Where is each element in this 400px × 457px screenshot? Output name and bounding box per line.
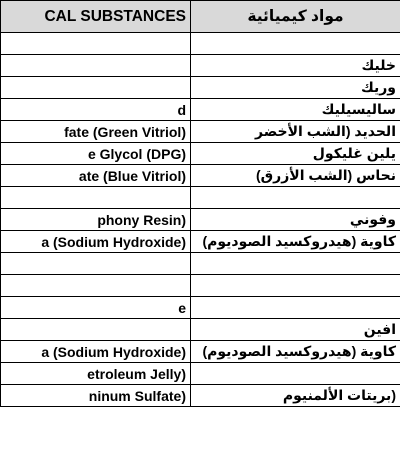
arabic-cell[interactable]	[191, 363, 400, 385]
english-cell[interactable]	[1, 319, 191, 341]
table-row	[1, 121, 400, 143]
table-row	[1, 297, 400, 319]
table-row	[1, 165, 400, 187]
table-body	[1, 33, 400, 407]
english-cell[interactable]	[1, 253, 191, 275]
table-row	[1, 231, 400, 253]
arabic-cell[interactable]	[191, 187, 400, 209]
english-cell[interactable]	[1, 275, 191, 297]
table-row	[1, 275, 400, 297]
table-row	[1, 55, 400, 77]
table-row	[1, 99, 400, 121]
table-row	[1, 319, 400, 341]
arabic-cell[interactable]: نحاس (الشب الأزرق)	[191, 165, 400, 187]
header-row	[1, 1, 400, 33]
english-cell[interactable]: a (Sodium Hydroxide)	[1, 341, 191, 363]
table-row	[1, 341, 400, 363]
english-cell[interactable]: d	[1, 99, 191, 121]
table-row	[1, 33, 400, 55]
table-row	[1, 77, 400, 99]
arabic-cell[interactable]: كاوية (هيدروكسيد الصوديوم)	[191, 231, 400, 253]
arabic-cell[interactable]: كاوية (هيدروكسيد الصوديوم)	[191, 341, 400, 363]
table-row	[1, 253, 400, 275]
table-row	[1, 209, 400, 231]
arabic-cell[interactable]	[191, 253, 400, 275]
arabic-cell[interactable]: يلين غليكول	[191, 143, 400, 165]
header-arabic: مواد كيميائية	[191, 1, 400, 33]
english-cell[interactable]: fate (Green Vitriol)	[1, 121, 191, 143]
table-row	[1, 143, 400, 165]
english-cell[interactable]	[1, 33, 191, 55]
arabic-cell[interactable]: خليك	[191, 55, 400, 77]
arabic-cell[interactable]: وريك	[191, 77, 400, 99]
arabic-cell[interactable]	[191, 33, 400, 55]
english-cell[interactable]: e Glycol (DPG)	[1, 143, 191, 165]
english-cell[interactable]	[1, 55, 191, 77]
english-cell[interactable]: phony Resin)	[1, 209, 191, 231]
header-english: CAL SUBSTANCES	[1, 1, 191, 33]
arabic-cell[interactable]: افين	[191, 319, 400, 341]
arabic-cell[interactable]: بريتات الألمنيوم)	[191, 385, 400, 407]
arabic-cell[interactable]: وفوني	[191, 209, 400, 231]
arabic-cell[interactable]	[191, 297, 400, 319]
arabic-cell[interactable]: ساليسيليك	[191, 99, 400, 121]
arabic-cell[interactable]	[191, 275, 400, 297]
english-cell[interactable]: ninum Sulfate)	[1, 385, 191, 407]
table-row	[1, 363, 400, 385]
english-cell[interactable]: a (Sodium Hydroxide)	[1, 231, 191, 253]
english-cell[interactable]: ate (Blue Vitriol)	[1, 165, 191, 187]
english-cell[interactable]	[1, 187, 191, 209]
english-cell[interactable]: e	[1, 297, 191, 319]
arabic-cell[interactable]: الحديد (الشب الأخضر	[191, 121, 400, 143]
english-cell[interactable]: etroleum Jelly)	[1, 363, 191, 385]
table-row	[1, 385, 400, 407]
english-cell[interactable]	[1, 77, 191, 99]
table-row	[1, 187, 400, 209]
